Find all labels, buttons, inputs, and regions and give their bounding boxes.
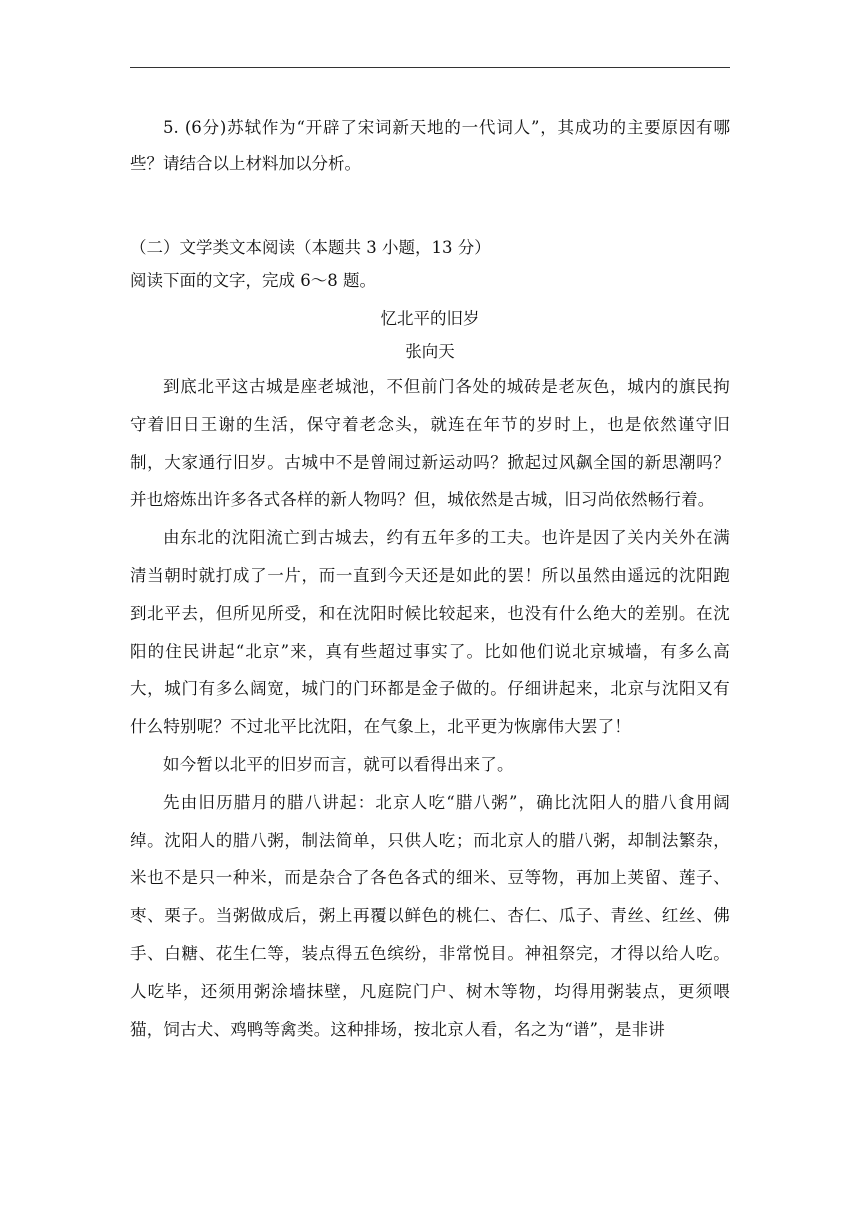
question-5: 5. (6分)苏轼作为“开辟了宋词新天地的一代词人”，其成功的主要原因有哪些？请结合以上材料加以分析。 <box>130 118 730 173</box>
section-heading: （二）文学类文本阅读（本题共 3 小题，13 分） <box>130 238 491 257</box>
article-title: 忆北平的旧岁 <box>380 309 480 328</box>
article-paragraph-4: 先由旧历腊月的腊八讲起：北京人吃“腊八粥”，确比沈阳人的腊八食用阔绰。沈阳人的腊八粥，制法简单，只供人吃；而北京人的腊八粥，却制法繁杂，米也不是只一种米，而是杂合了各色各式的细米、豆等物，再加上荚留、莲子、枣、栗子。当粥做成后，粥上再覆以鲜色的桃仁、杏仁、瓜子、青丝、红丝、佛手、白糖、花生仁等，装点得五色缤纷，非常悦目。神祖祭完，才得以给人吃。人吃毕，还须用粥涂墙抹壁，凡庭院门户、树木等物，均得用粥装点，更须喂猫，饲古犬、鸡鸭等禽类。这种排场，按北京人看，名之为“谱”，是非讲 <box>130 792 730 1039</box>
article-paragraph-1: 到底北平这古城是座老城池，不但前门各处的城砖是老灰色，城内的旗民拘守着旧日王谢的生活，保守着老念头，就连在年节的岁时上，也是依然谨守旧制，大家通行旧岁。古城中不是曾闹过新运动吗？掀起过风飙全国的新思潮吗？并也熔炼出许多各式各样的新人物吗？但，城依然是古城，旧习尚依然畅行着。 <box>130 377 730 510</box>
article-paragraph-2: 由东北的沈阳流亡到古城去，约有五年多的工夫。也许是因了关内关外在满清当朝时就打成了一片，而一直到今天还是如此的罢！所以虽然由遥远的沈阳跑到北平去，但所见所受，和在沈阳时候比较起来，也没有什么绝大的差别。在沈阳的住民讲起“北京”来，真有些超过事实了。比如他们说北京城墙，有多么高大，城门有多么阔宽，城门的门环都是金子做的。仔细讲起来，北京与沈阳又有什么特别呢？不过北平比沈阳，在气象上，北平更为恢廓伟大罢了！ <box>130 528 730 737</box>
article-author: 张向天 <box>405 342 455 361</box>
article-paragraph-3: 如今暂以北平的旧岁而言，就可以看得出来了。 <box>163 754 514 774</box>
header-rule <box>130 67 730 68</box>
page-content <box>130 110 730 1048</box>
section-instruction: 阅读下面的文字，完成 6～8 题。 <box>130 271 376 290</box>
